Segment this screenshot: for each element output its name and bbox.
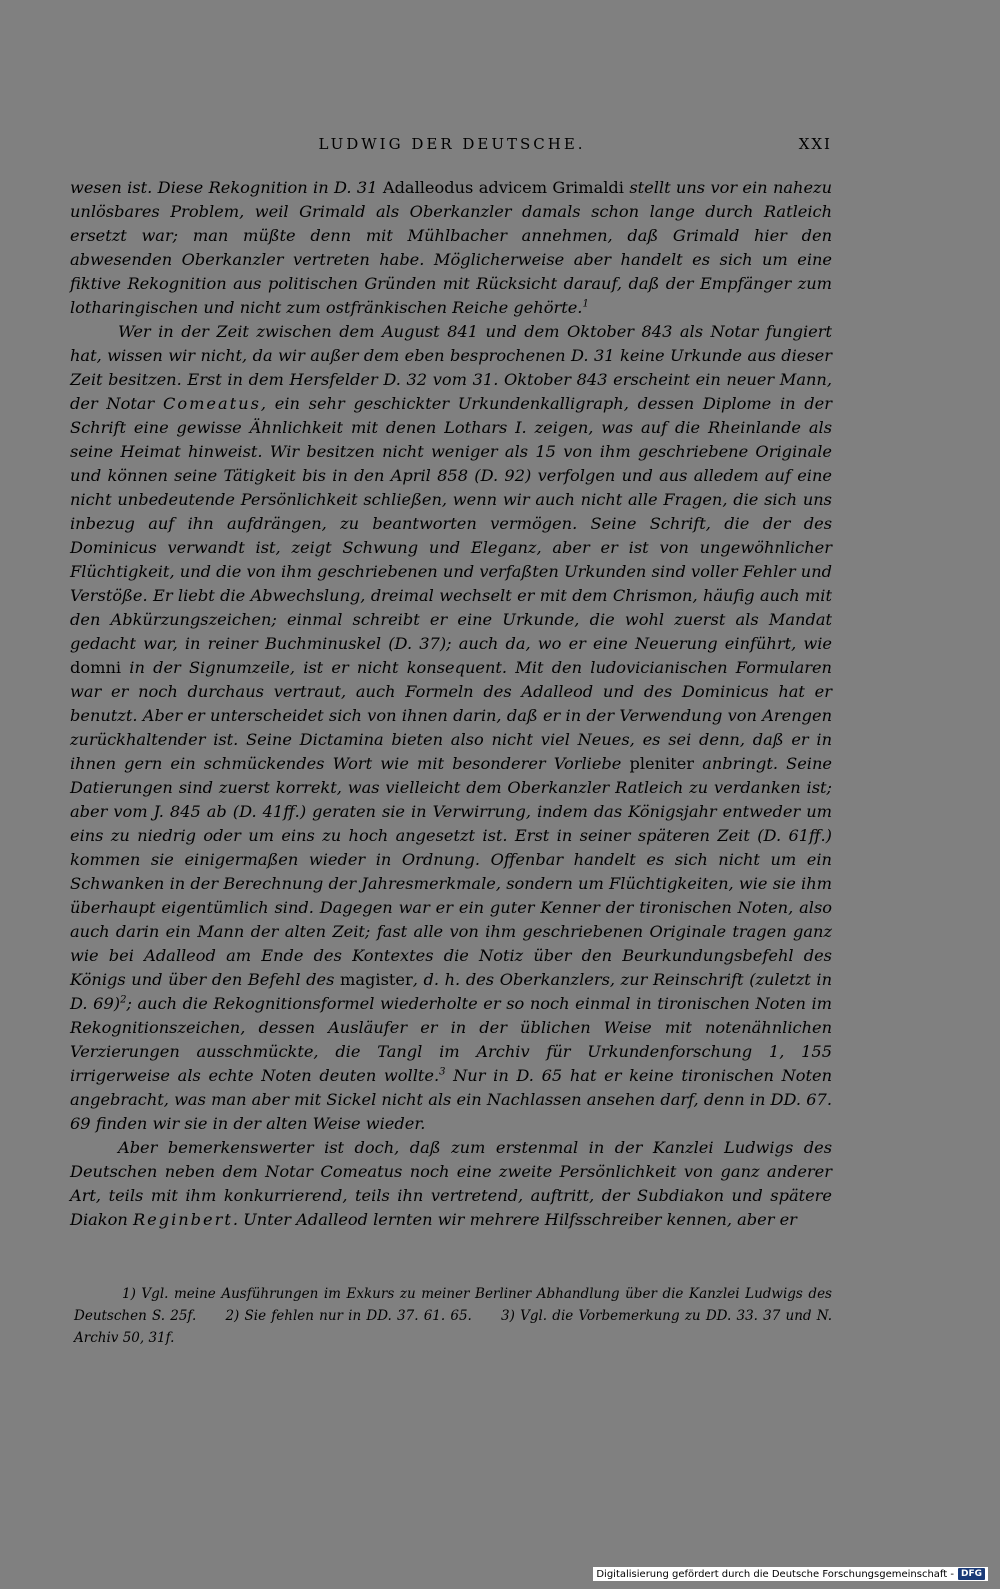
paragraph bbox=[70, 320, 832, 1136]
text-segment: Aber bemerkenswerter ist doch, daß zum erstenmal in der Kanzlei Ludwigs des Deutschen neben dem Notar Comeatus noch eine zweite Persönlichkeit von ganz anderer Art, teils mit ihm konkurrierend, teils ihn vertretend, auftritt, der Subdiakon und spätere Diakon bbox=[70, 1138, 832, 1229]
text-segment: . Unter Adalleod lernten wir mehrere Hilfsschreiber kennen, aber er bbox=[232, 1210, 797, 1229]
text-segment: stellt uns vor ein nahezu unlösbares Problem, weil Grimald als Oberkanzler damals schon lange durch Ratleich ersetzt war; man müßte denn mit Mühlbacher annehmen, daß Grimald hier den abwesenden Oberkanzler vertreten habe. Möglicherweise aber handelt es sich um eine fiktive Rekognition aus politischen Gründen mit Rücksicht darauf, daß der Empfänger zum lotharingischen und nicht zum ostfränkischen Reiche gehörte. bbox=[70, 178, 832, 317]
footnote-ref: 1 bbox=[582, 298, 589, 310]
footnote-block bbox=[74, 1283, 832, 1349]
text-segment: wesen ist. Diese Rekognition in D. 31 bbox=[70, 178, 383, 197]
digitization-credit bbox=[593, 1567, 988, 1581]
text-segment: anbringt. Seine Datierungen sind zuerst korrekt, was vielleicht dem Oberkanzler Ratleich zu verdanken ist; aber vom J. 845 ab (D. 41ff.) geraten sie in Verwirrung, indem das Königsjahr entweder um eins zu niedrig oder um eins zu hoch angesetzt ist. Erst in seiner späteren Zeit (D. 61ff.) kommen sie einigermaßen wieder in Ordnung. Offenbar handelt es sich nicht um ein Schwanken in der Berechnung der Jahresmerkmale, sondern um Flüchtigkeiten, wie sie ihm überhaupt eigentümlich sind. Dagegen war er ein guter Kenner der tironischen Noten, also auch darin ein Mann der alten Zeit; fast alle von ihm geschriebenen Originale tragen ganz wie bei Adalleod am Ende des Kontextes die Notiz über den Beurkundungsbefehl des Königs und über den Befehl des bbox=[70, 754, 832, 989]
text-segment: , ein sehr geschickter Urkundenkalligraph, dessen Diplome in der Schrift eine gewisse Ähnlichkeit mit denen Lothars I. zeigen, was auf die Rheinlande als seine Heimat hinweist. Wir besitzen nicht weniger als 15 von ihm geschriebene Originale und können seine Tätigkeit bis in den April 858 (D. 92) verfolgen und aus alledem auf eine nicht unbedeutende Persönlichkeit schließen, wenn wir auch nicht alle Fragen, die sich uns inbezug auf ihn aufdrängen, zu beantworten vermögen. Seine Schrift, die der des Dominicus verwandt ist, zeigt Schwung und Eleganz, aber er ist von ungewöhnlicher Flüchtigkeit, und die von ihm geschriebenen und verfaßten Urkunden sind voller Fehler und Verstöße. Er liebt die Abwechslung, dreimal wechselt er mit dem Chrismon, häufig auch mit den Abkürzungszeichen; einmal schreibt er eine Urkunde, die wohl zuerst als Mandat gedacht war, in reiner Buchminuskel (D. 37); auch da, wo er eine Neuerung einführt, wie bbox=[70, 394, 832, 653]
running-title: LUDWIG DER DEUTSCHE. bbox=[318, 135, 586, 153]
body-text bbox=[70, 176, 832, 1232]
text-segment: Nur in D. 65 hat er keine tironischen Noten angebracht, was man aber mit Sickel nicht als ein Nachlassen ansehen darf, denn in DD. 67. 69 finden wir sie in der alten Weise wieder. bbox=[70, 1066, 832, 1133]
page-header bbox=[72, 135, 832, 155]
text-segment: , d. h. des Oberkanzlers, zur Reinschrift (zuletzt in D. 69) bbox=[70, 970, 832, 1013]
paragraph bbox=[70, 1136, 832, 1232]
spaced-name: Reginbert bbox=[132, 1210, 233, 1229]
footnotes bbox=[74, 1283, 832, 1349]
roman-term: pleniter bbox=[629, 754, 695, 773]
dfg-logo-icon: DFG bbox=[958, 1568, 985, 1580]
footnote-1: 1) Vgl. meine Ausführungen im Exkurs zu meiner Berliner Abhandlung über die Kanzlei Ludwigs des Deutschen S. 25f. bbox=[74, 1286, 832, 1324]
credit-text: Digitalisierung gefördert durch die Deutsche Forschungsgemeinschaft - bbox=[596, 1568, 954, 1580]
roman-term: magister bbox=[340, 970, 413, 989]
page-number: XXI bbox=[798, 135, 832, 153]
paragraph bbox=[70, 176, 832, 320]
text-segment: in der Signumzeile, ist er nicht konsequent. Mit den ludovicianischen Formularen war er noch durchaus vertraut, auch Formeln des Adalleod und des Dominicus hat er benutzt. Aber er unterscheidet sich von ihnen darin, daß er in der Verwendung von Arengen zurückhaltender ist. Seine Dictamina bieten also nicht viel Neues, es sei denn, daß er in ihnen gern ein schmückendes Wort wie mit besonderer Vorliebe bbox=[70, 658, 832, 773]
roman-term: Adalleodus advicem Grimaldi bbox=[382, 178, 624, 197]
roman-term: domni bbox=[70, 658, 122, 677]
footnote-3: 3) Vgl. die Vorbemerkung zu DD. 33. 37 und N. Archiv 50, 31f. bbox=[74, 1308, 832, 1346]
text-segment: Wer in der Zeit zwischen dem August 841 und dem Oktober 843 als Notar fungiert hat, wissen wir nicht, da wir außer dem eben besprochenen D. 31 keine Urkunde aus dieser Zeit besitzen. Erst in dem Hersfelder D. 32 vom 31. Oktober 843 erscheint ein neuer Mann, der Notar bbox=[70, 322, 832, 413]
footnote-2: 2) Sie fehlen nur in DD. 37. 61. 65. bbox=[225, 1308, 472, 1324]
footnote-ref: 2 bbox=[120, 994, 127, 1006]
text-segment: ; auch die Rekognitionsformel wiederholte er so noch einmal in tironischen Noten im Rekognitionszeichen, dessen Ausläufer er in der üblichen Weise mit notenähnlichen Verzierungen ausschmückte, die Tangl im Archiv für Urkundenforschung 1, 155 irrigerweise als echte Noten deuten wollte. bbox=[70, 994, 832, 1085]
footnote-ref: 3 bbox=[439, 1066, 446, 1078]
spaced-name: Comeatus bbox=[162, 394, 261, 413]
